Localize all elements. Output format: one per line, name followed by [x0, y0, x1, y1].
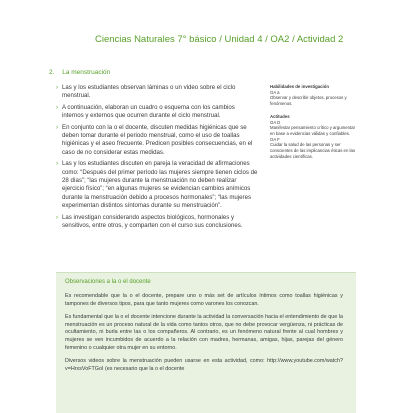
attitudes-line: Manifestar pensamiento crítico y argumentar en base a evidencias válidas y confiables. [270, 125, 356, 136]
list-item [56, 104, 258, 121]
page-header-title: Ciencias Naturales 7° básico / Unidad 4 / OA2 / Actividad 2 [95, 34, 344, 45]
arrow-bullet-icon: › [56, 124, 58, 131]
list-item-text: En conjunto con la o el docente, discuten medidas higiénicas que se deben tomar durante el periodo menstrual, como el uso de toallas higiénicas y el aseo frecuente. Predicen posibles consecuencias, en el caso de no considerar estas medidas. [62, 123, 253, 156]
skills-line: OA a [270, 89, 280, 95]
activity-steps [56, 84, 258, 234]
list-item-text: Las investigan considerando aspectos biológicos, hormonales y sensitivos, entre otros, y comparten con el curso sus conclusiones. [62, 213, 243, 230]
list-item-text: A continuación, elaboran un cuadro o esquema con los cambios internos y externos que ocurren durante el ciclo menstrual. [62, 103, 235, 120]
attitudes-label: Actitudes [270, 113, 290, 119]
attitudes-line: Cuidar la salud de las personas y ser conscientes de las implicancias éticas en las actividades científicas. [270, 142, 356, 159]
notes-body [65, 293, 343, 379]
sidebar-skills [270, 84, 360, 166]
arrow-bullet-icon: › [56, 214, 58, 221]
section-title: La menstruación [62, 69, 111, 76]
list-item-text: Las y los estudiantes observan láminas o un video sobre el ciclo menstrual. [62, 84, 236, 100]
skills-line: Observar y describir objetos, procesos y fenómenos. [270, 95, 347, 107]
notes-title: Observaciones a la o el docente [65, 279, 151, 285]
list-item [56, 124, 258, 158]
list-item-text: Las y los estudiantes discuten en pareja la veracidad de afirmaciones como: “Después del primer período las mujeres siempre tienen ciclos de 28 días”; “las mujeres durante la menstruación no deben realizar ejercicio físico”; “en algunas mujeres se evidencian cambios anímicos durante la menstruación debido a procesos hormonales”; “las mujeres experimentan distintos síntomas durante su menstruación”. [62, 160, 258, 210]
attitudes-line: OA D [270, 119, 281, 125]
list-item [56, 214, 258, 231]
notes-paragraph: Es fundamental que la o el docente intencione durante la actividad la conversación hacia el entendimiento de que la menstruación es un proceso natural de la vida como tantos otros, que no debe provocar vergüenza, ni prácticas de ocultamiento, ni burla entre las o los compañeros. Al contrario, es un fenómeno natural frente al cual hombres y mujeres se ven incumbidos de acuerdo a la relación con madres, hermanas, amigas, hijas, parejas del género femenino o cualquier otra mujer en su entorno. [65, 314, 343, 351]
skills-label: Habilidades de investigación [270, 84, 329, 89]
notes-paragraph: Diversos videos sobre la menstruación pueden usarse en esta actividad, como: http://www.youtube.com/watch?v=HrxsVoFTGoI (es necesario que la o el docente [65, 358, 343, 372]
section-number: 2. [49, 69, 55, 76]
attitudes-line: OA F [270, 136, 280, 142]
arrow-bullet-icon: › [56, 104, 58, 111]
teacher-notes-box [56, 272, 356, 413]
attitudes-block [270, 114, 360, 160]
skills-block [270, 84, 360, 107]
list-item [56, 84, 258, 101]
arrow-bullet-icon: › [56, 161, 58, 168]
section-heading [49, 69, 110, 76]
list-item [56, 160, 258, 210]
arrow-bullet-icon: › [56, 85, 58, 91]
notes-paragraph: Es recomendable que la o el docente, prepare uno o más set de artículos íntimos como toallas higiénicas y tampones de diversos tipos, para que tanto mujeres como varones los conozcan. [65, 293, 343, 307]
